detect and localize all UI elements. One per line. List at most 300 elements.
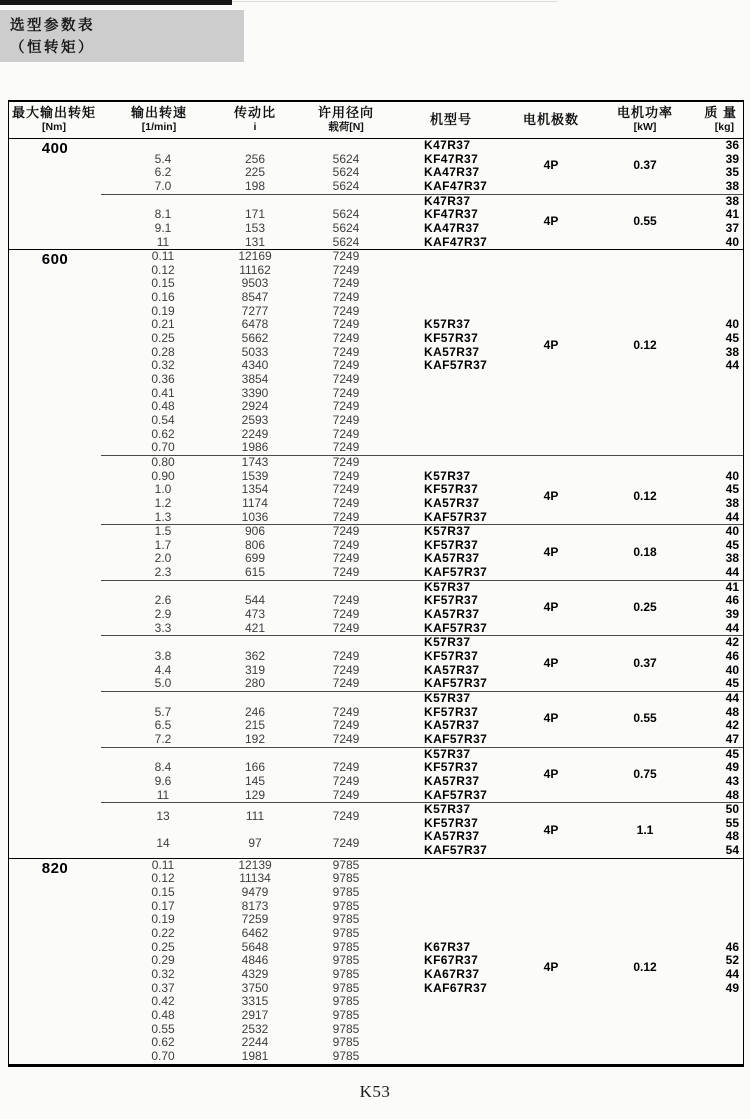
column-header-main: 输出转速 [130, 105, 187, 120]
ratio-block [9, 139, 743, 194]
motor-power-cell: 0.75 [633, 767, 657, 782]
speed-cell: 5.4 [154, 151, 172, 166]
weight-cell: 44 [725, 966, 739, 981]
speed-cell: 3.8 [154, 649, 172, 664]
torque-value: 820 [41, 859, 69, 877]
ratio-cell: 1539 [241, 468, 269, 483]
model-cell: K47R37 [424, 193, 471, 208]
ratio-cell: 1354 [241, 482, 269, 497]
ratio-cell: 806 [244, 537, 266, 552]
model-cell: KF57R37 [424, 331, 479, 346]
radial-load-cell: 5624 [332, 151, 360, 166]
weight-cell: 35 [725, 165, 739, 180]
column-header-sub: [1/min] [141, 121, 177, 134]
ratio-cell: 145 [244, 773, 266, 788]
model-cell: KAF57R37 [424, 358, 488, 373]
speed-cell: 2.9 [154, 607, 172, 622]
ratio-cell: 225 [244, 165, 266, 180]
ratio-block [9, 803, 743, 858]
page-number: K53 [359, 1082, 391, 1101]
speed-cell: 0.54 [151, 412, 175, 427]
speed-cell: 2.0 [154, 551, 172, 566]
radial-load-cell: 9785 [332, 898, 360, 913]
speed-cell: 1.5 [154, 524, 172, 539]
ratio-cell: 4340 [241, 358, 269, 373]
torque-group-400 [9, 139, 743, 250]
radial-load-cell: 7249 [332, 249, 360, 264]
ratio-cell: 1174 [242, 495, 268, 510]
speed-cell: 5.0 [154, 676, 172, 691]
speed-cell: 0.48 [151, 399, 175, 414]
motor-power-cell: 0.55 [633, 214, 657, 229]
model-cell: K57R37 [424, 317, 471, 332]
speed-cell: 0.12 [151, 262, 175, 277]
model-cell: K57R37 [424, 690, 471, 705]
ratio-cell: 9479 [241, 885, 269, 900]
ratio-cell: 544 [244, 593, 266, 608]
model-cell: KAF57R37 [424, 620, 488, 635]
ratio-cell: 131 [244, 234, 266, 249]
ratio-cell: 12169 [238, 249, 272, 264]
model-cell: KA57R37 [424, 551, 480, 566]
motor-poles-cell: 4P [543, 767, 559, 782]
motor-poles-cell: 4P [543, 489, 559, 504]
radial-load-cell: 5624 [332, 234, 360, 249]
weight-cell: 40 [725, 468, 739, 483]
radial-load-cell: 7249 [332, 662, 360, 677]
weight-cell: 46 [725, 939, 739, 954]
model-cell: K57R37 [424, 468, 471, 483]
ratio-cell: 6478 [241, 317, 269, 332]
column-header-sub: [Nm] [42, 121, 66, 134]
ratio-cell: 615 [244, 565, 266, 580]
speed-cell: 0.17 [151, 898, 175, 913]
ratio-cell: 3315 [241, 994, 269, 1009]
weight-cell: 47 [725, 731, 739, 746]
speed-cell: 0.41 [151, 385, 175, 400]
column-header-main: 最大输出转矩 [11, 105, 96, 120]
radial-load-cell: 5624 [332, 207, 360, 222]
weight-cell: 43 [725, 773, 739, 788]
ratio-cell: 9503 [241, 276, 269, 291]
motor-poles-cell: 4P [543, 600, 559, 615]
weight-cell: 55 [725, 815, 739, 830]
speed-cell: 5.7 [154, 704, 172, 719]
torque-value: 600 [41, 251, 69, 269]
motor-poles-cell: 4P [543, 822, 559, 837]
ratio-cell: 2532 [241, 1021, 269, 1036]
radial-load-cell: 7249 [332, 372, 360, 387]
weight-cell: 48 [725, 704, 739, 719]
model-cell: KA57R37 [424, 344, 480, 359]
ratio-cell: 7277 [241, 303, 269, 318]
radial-load-cell: 9785 [332, 857, 360, 872]
radial-load-cell: 7249 [332, 385, 360, 400]
table-body [9, 139, 743, 1064]
ratio-cell: 8547 [241, 290, 269, 305]
model-cell: KAF57R37 [424, 509, 488, 524]
radial-load-cell: 7249 [332, 773, 360, 788]
title-box [0, 10, 244, 62]
radial-load-cell: 7249 [332, 262, 360, 277]
weight-cell: 39 [725, 607, 739, 622]
radial-load-cell: 7249 [332, 836, 360, 851]
speed-cell: 7.0 [154, 178, 172, 193]
ratio-block [9, 581, 743, 636]
radial-load-cell: 7249 [332, 787, 360, 802]
speed-cell: 0.15 [151, 276, 175, 291]
speed-cell: 0.70 [151, 1048, 175, 1063]
weight-cell: 44 [725, 620, 739, 635]
motor-power-cell: 0.18 [633, 544, 657, 559]
ratio-cell: 1981 [241, 1048, 269, 1063]
motor-poles-cell: 4P [543, 544, 559, 559]
radial-load-cell: 5624 [332, 178, 360, 193]
radial-load-cell: 7249 [332, 731, 360, 746]
torque-group-820 [9, 859, 743, 1064]
model-cell: KF57R37 [424, 537, 479, 552]
ratio-cell: 11162 [239, 262, 271, 277]
radial-load-cell: 7249 [332, 468, 360, 483]
motor-power-cell: 0.37 [633, 158, 657, 173]
model-cell: KAF67R37 [424, 980, 488, 995]
ratio-block [9, 250, 743, 455]
weight-cell: 38 [725, 193, 739, 208]
column-header-main: 传动比 [233, 105, 276, 120]
radial-load-cell: 7249 [332, 704, 360, 719]
ratio-cell: 129 [244, 787, 266, 802]
ratio-cell: 12139 [238, 857, 272, 872]
radial-load-cell: 9785 [332, 1021, 360, 1036]
column-header-3 [215, 102, 295, 134]
radial-load-cell: 7249 [332, 440, 360, 455]
radial-load-cell: 7249 [332, 454, 360, 469]
column-header-8 [665, 102, 739, 134]
speed-cell: 0.15 [151, 885, 175, 900]
weight-cell: 42 [725, 718, 739, 733]
weight-cell: 45 [725, 537, 739, 552]
ratio-block [9, 525, 743, 580]
speed-cell: 0.11 [151, 857, 175, 872]
motor-poles-cell: 4P [543, 214, 559, 229]
ratio-cell: 7259 [241, 912, 269, 927]
radial-load-cell: 7249 [332, 607, 360, 622]
weight-cell: 44 [725, 509, 739, 524]
weight-cell: 40 [725, 234, 739, 249]
speed-cell: 9.1 [154, 220, 172, 235]
column-header-main: 电机功率 [616, 105, 673, 120]
weight-cell: 45 [725, 331, 739, 346]
model-cell: K57R37 [424, 802, 471, 817]
weight-cell: 44 [725, 358, 739, 373]
weight-cell: 42 [725, 635, 739, 650]
column-header-5 [395, 102, 507, 128]
ratio-cell: 192 [244, 731, 266, 746]
ratio-cell: 1986 [241, 440, 269, 455]
radial-load-cell: 7249 [332, 760, 360, 775]
speed-cell: 0.80 [151, 454, 175, 469]
radial-load-cell: 7249 [332, 426, 360, 441]
speed-cell: 0.62 [151, 426, 175, 441]
motor-power-cell: 0.12 [633, 960, 657, 975]
ratio-cell: 1036 [241, 509, 269, 524]
ratio-cell: 11134 [239, 871, 271, 886]
radial-load-cell: 9785 [332, 966, 360, 981]
ratio-cell: 111 [245, 808, 265, 823]
model-cell: KA57R37 [424, 773, 480, 788]
model-cell: KF57R37 [424, 482, 479, 497]
column-header-sub: 载荷[N] [328, 121, 364, 134]
ratio-cell: 4846 [241, 953, 269, 968]
ratio-cell: 2924 [241, 399, 269, 414]
table-header-row [9, 102, 743, 139]
radial-load-cell: 9785 [332, 1048, 360, 1063]
model-cell: KF67R37 [424, 953, 479, 968]
speed-cell: 0.19 [151, 912, 175, 927]
radial-load-cell: 5624 [332, 220, 360, 235]
radial-load-cell: 9785 [332, 939, 360, 954]
weight-cell: 45 [725, 746, 739, 761]
model-cell: KA67R37 [424, 966, 480, 981]
weight-cell: 54 [725, 843, 739, 858]
model-cell: KA57R37 [424, 829, 480, 844]
model-cell: KAF57R37 [424, 731, 488, 746]
weight-cell: 40 [725, 317, 739, 332]
motor-poles-cell: 4P [543, 158, 559, 173]
ratio-block [9, 859, 743, 1064]
weight-cell: 36 [725, 138, 739, 152]
model-cell: KF47R37 [424, 151, 479, 166]
column-header-6 [501, 102, 601, 128]
weight-cell: 38 [725, 178, 739, 193]
column-header-main: 机型号 [429, 112, 472, 127]
ratio-cell: 215 [244, 718, 266, 733]
radial-load-cell: 9785 [332, 912, 360, 927]
ratio-cell: 97 [248, 836, 262, 851]
weight-cell: 46 [725, 649, 739, 664]
weight-cell: 41 [725, 579, 739, 594]
radial-load-cell: 9785 [332, 885, 360, 900]
speed-cell: 13 [156, 808, 170, 823]
motor-power-cell: 0.25 [633, 600, 657, 615]
radial-load-cell: 7249 [332, 303, 360, 318]
speed-cell: 0.70 [151, 440, 175, 455]
speed-cell: 11 [156, 787, 170, 802]
speed-cell: 0.37 [151, 980, 175, 995]
speed-cell: 6.5 [154, 718, 172, 733]
speed-cell: 0.22 [151, 926, 175, 940]
model-cell: KAF57R37 [424, 565, 488, 580]
weight-cell: 38 [725, 344, 739, 359]
model-cell: KF57R37 [424, 704, 479, 719]
speed-cell: 7.2 [154, 731, 172, 746]
weight-cell: 40 [725, 662, 739, 677]
weight-cell: 40 [725, 524, 739, 539]
speed-cell: 0.25 [151, 331, 175, 346]
speed-cell: 14 [156, 836, 170, 851]
selection-parameter-table [8, 100, 744, 1067]
radial-load-cell: 7249 [332, 344, 360, 359]
weight-cell: 37 [725, 220, 739, 235]
motor-power-cell: 1.1 [636, 822, 654, 837]
weight-cell: 49 [725, 760, 739, 775]
motor-poles-cell: 4P [543, 337, 559, 352]
speed-cell: 2.3 [154, 565, 172, 580]
ratio-cell: 3854 [241, 372, 269, 387]
radial-load-cell: 7249 [332, 509, 360, 524]
ratio-cell: 473 [244, 607, 266, 622]
radial-load-cell: 7249 [332, 317, 360, 332]
torque-group-600 [9, 250, 743, 859]
ratio-cell: 5662 [241, 331, 269, 346]
speed-cell: 0.90 [151, 468, 175, 483]
model-cell: K57R37 [424, 524, 471, 539]
page-title-line1: 选型参数表 [10, 18, 95, 34]
page-title-line2: （恒转矩） [10, 39, 95, 56]
ratio-block [9, 195, 743, 250]
ratio-cell: 4329 [241, 966, 269, 981]
model-cell: K57R37 [424, 746, 471, 761]
weight-cell: 46 [725, 593, 739, 608]
ratio-block [9, 636, 743, 691]
speed-cell: 4.4 [154, 662, 172, 677]
radial-load-cell: 7249 [332, 718, 360, 733]
radial-load-cell: 7249 [332, 620, 360, 635]
radial-load-cell: 7249 [332, 593, 360, 608]
model-cell: KA57R37 [424, 662, 480, 677]
ratio-cell: 362 [244, 649, 266, 664]
radial-load-cell: 9785 [332, 1007, 360, 1022]
weight-cell: 52 [725, 953, 739, 968]
model-cell: K57R37 [424, 635, 471, 650]
speed-cell: 1.3 [154, 509, 172, 524]
ratio-cell: 246 [244, 704, 266, 719]
ratio-cell: 1743 [241, 454, 269, 469]
radial-load-cell: 9785 [332, 1035, 360, 1050]
radial-load-cell: 7249 [332, 331, 360, 346]
column-header-4 [301, 102, 391, 134]
speed-cell: 0.21 [151, 317, 175, 332]
radial-load-cell: 7249 [332, 565, 360, 580]
ratio-cell: 166 [244, 760, 266, 775]
motor-poles-cell: 4P [543, 711, 559, 726]
ratio-cell: 171 [244, 207, 266, 222]
model-cell: K57R37 [424, 579, 471, 594]
weight-cell: 48 [725, 787, 739, 802]
model-cell: KAF57R37 [424, 843, 488, 858]
motor-poles-cell: 4P [543, 655, 559, 670]
radial-load-cell: 7249 [332, 482, 360, 497]
model-cell: KA57R37 [424, 718, 480, 733]
motor-power-cell: 0.37 [633, 655, 657, 670]
weight-cell: 38 [725, 495, 739, 510]
speed-cell: 0.12 [151, 871, 175, 886]
ratio-cell: 3750 [241, 980, 269, 995]
speed-cell: 0.11 [151, 249, 175, 264]
ratio-cell: 2244 [241, 1035, 269, 1050]
ratio-cell: 319 [244, 662, 266, 677]
speed-cell: 0.32 [151, 358, 175, 373]
column-header-sub: [kg] [714, 121, 734, 134]
speed-cell: 1.2 [154, 495, 172, 510]
model-cell: KF47R37 [424, 207, 479, 222]
radial-load-cell: 7249 [332, 808, 360, 823]
model-cell: K67R37 [424, 939, 471, 954]
ratio-block [9, 748, 743, 803]
speed-cell: 0.19 [151, 303, 175, 318]
ratio-cell: 3390 [241, 385, 269, 400]
motor-power-cell: 0.12 [633, 489, 657, 504]
ratio-cell: 5033 [241, 344, 269, 359]
weight-cell: 45 [725, 676, 739, 691]
model-cell: KAF47R37 [424, 178, 488, 193]
model-cell: KAF47R37 [424, 234, 488, 249]
radial-load-cell: 9785 [332, 994, 360, 1009]
ratio-cell: 6462 [241, 926, 269, 940]
weight-cell: 49 [725, 980, 739, 995]
speed-cell: 1.0 [154, 482, 172, 497]
speed-cell: 0.48 [151, 1007, 175, 1022]
weight-cell: 44 [725, 565, 739, 580]
ratio-cell: 2917 [241, 1007, 269, 1022]
speed-cell: 8.4 [154, 760, 172, 775]
motor-poles-cell: 4P [543, 960, 559, 975]
torque-value: 400 [41, 140, 69, 157]
column-header-main: 许用径向 [317, 105, 374, 120]
radial-load-cell: 7249 [332, 676, 360, 691]
ratio-cell: 5648 [241, 939, 269, 954]
radial-load-cell: 9785 [332, 926, 360, 940]
ratio-cell: 2593 [241, 412, 269, 427]
ratio-cell: 8173 [241, 898, 269, 913]
speed-cell: 0.28 [151, 344, 175, 359]
speed-cell: 0.32 [151, 966, 175, 981]
ratio-cell: 256 [244, 151, 266, 166]
ratio-cell: 153 [244, 220, 266, 235]
speed-cell: 0.36 [151, 372, 175, 387]
weight-cell: 41 [725, 207, 739, 222]
speed-cell: 0.62 [151, 1035, 175, 1050]
ratio-cell: 699 [244, 551, 266, 566]
speed-cell: 0.25 [151, 939, 175, 954]
speed-cell: 9.6 [154, 773, 172, 788]
speed-cell: 11 [156, 234, 170, 249]
radial-load-cell: 5624 [332, 165, 360, 180]
speed-cell: 1.7 [154, 537, 172, 552]
model-cell: KAF57R37 [424, 787, 488, 802]
weight-cell: 39 [725, 151, 739, 166]
weight-cell: 50 [725, 802, 739, 817]
radial-load-cell: 7249 [332, 290, 360, 305]
column-header-sub: i [253, 121, 257, 134]
model-cell: KF57R37 [424, 649, 479, 664]
radial-load-cell: 7249 [332, 358, 360, 373]
radial-load-cell: 7249 [332, 495, 360, 510]
ratio-cell: 421 [244, 620, 266, 635]
speed-cell: 0.29 [151, 953, 175, 968]
model-cell: KA57R37 [424, 607, 480, 622]
radial-load-cell: 9785 [332, 871, 360, 886]
ratio-cell: 280 [244, 676, 266, 691]
weight-cell: 48 [725, 829, 739, 844]
speed-cell: 0.16 [151, 290, 175, 305]
speed-cell: 6.2 [154, 165, 172, 180]
model-cell: KA47R37 [424, 165, 480, 180]
weight-cell: 45 [725, 482, 739, 497]
model-cell: KF57R37 [424, 593, 479, 608]
radial-load-cell: 7249 [332, 412, 360, 427]
column-header-main: 质 量 [704, 105, 737, 120]
